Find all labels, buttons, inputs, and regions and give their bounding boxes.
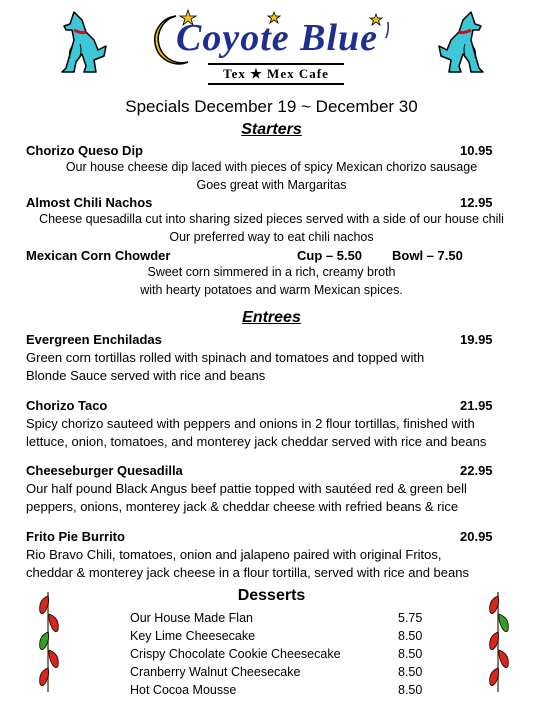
starters-heading: Starters	[241, 121, 302, 138]
logo-subtitle: Tex ★ Mex Cafe	[208, 63, 344, 85]
menu-item-description: with hearty potatoes and warm Mexican spices.	[140, 283, 403, 297]
restaurant-logo	[148, 8, 398, 88]
menu-item-price: 12.95	[460, 195, 493, 210]
menu-item-name: Mexican Corn Chowder	[26, 248, 171, 263]
chili-pepper-string-right-icon	[484, 592, 514, 692]
menu-item-description: cheddar & monterey jack cheese in a flour tortilla, served with rice and beans	[26, 565, 469, 580]
menu-item-description: Our preferred way to eat chili nachos	[169, 230, 374, 244]
menu-item-description: Sweet corn simmered in a rich, creamy broth	[147, 265, 396, 279]
menu-item-name: Cheeseburger Quesadilla	[26, 463, 183, 478]
menu-item-description: Our half pound Black Angus beef pattie topped with sautéed red & green bell	[26, 481, 467, 496]
menu-item-name: Evergreen Enchiladas	[26, 332, 162, 347]
menu-item-name: Frito Pie Burrito	[26, 529, 125, 544]
howling-coyote-right-icon	[435, 10, 485, 74]
menu-item-price: 22.95	[460, 463, 493, 478]
specials-title: Specials December 19 ~ December 30	[125, 97, 418, 116]
menu-item-cup-price: Cup – 5.50	[297, 248, 363, 263]
howling-coyote-left-icon	[60, 10, 110, 74]
dessert-item-price: 8.50	[398, 665, 423, 679]
menu-item-description: lettuce, onion, tomatoes, and monterey jack cheddar served with rice and beans	[26, 434, 487, 449]
desserts-heading: Desserts	[237, 587, 306, 604]
menu-item-description: Spicy chorizo sauteed with peppers and onions in 2 flour tortillas, finished with	[26, 416, 475, 431]
menu-item-name: Chorizo Taco	[26, 398, 108, 413]
menu-item-description: peppers, onions, monterey jack & cheddar cheese with refried beans & rice	[26, 499, 459, 514]
menu-item-price: 21.95	[460, 398, 493, 413]
menu-item-description: Blonde Sauce served with rice and beans	[26, 368, 266, 383]
dessert-item-price: 8.50	[398, 647, 423, 661]
menu-item-name: Chorizo Queso Dip	[26, 143, 143, 158]
menu-item-description: Goes great with Margaritas	[196, 178, 347, 192]
menu-item-description: Green corn tortillas rolled with spinach and tomatoes and topped with	[26, 350, 425, 365]
menu-item-name: Almost Chili Nachos	[26, 195, 153, 210]
menu-item-price: 20.95	[460, 529, 493, 544]
entrees-heading: Entrees	[242, 309, 301, 326]
chili-pepper-string-left-icon	[34, 592, 64, 692]
menu-item-description: Our house cheese dip laced with pieces of spicy Mexican chorizo sausage	[65, 160, 478, 174]
dessert-item-name: Cranberry Walnut Cheesecake	[130, 665, 301, 679]
dessert-item-name: Our House Made Flan	[130, 611, 253, 625]
dessert-item-name: Crispy Chocolate Cookie Cheesecake	[130, 647, 341, 661]
menu-item-price: 19.95	[460, 332, 493, 347]
dessert-item-price: 5.75	[398, 611, 423, 625]
menu-item-description: Cheese quesadilla cut into sharing sized pieces served with a side of our house chili	[39, 212, 504, 226]
dessert-item-name: Hot Cocoa Mousse	[130, 683, 237, 697]
dessert-item-name: Key Lime Cheesecake	[130, 629, 256, 643]
dessert-item-price: 8.50	[398, 629, 423, 643]
menu-item-price: 10.95	[460, 143, 493, 158]
dessert-item-price: 8.50	[398, 683, 423, 697]
menu-item-description: Rio Bravo Chili, tomatoes, onion and jalapeno paired with original Fritos,	[26, 547, 442, 562]
logo-name: Coyote Blue	[176, 17, 379, 59]
menu-item-bowl-price: Bowl – 7.50	[392, 248, 463, 263]
